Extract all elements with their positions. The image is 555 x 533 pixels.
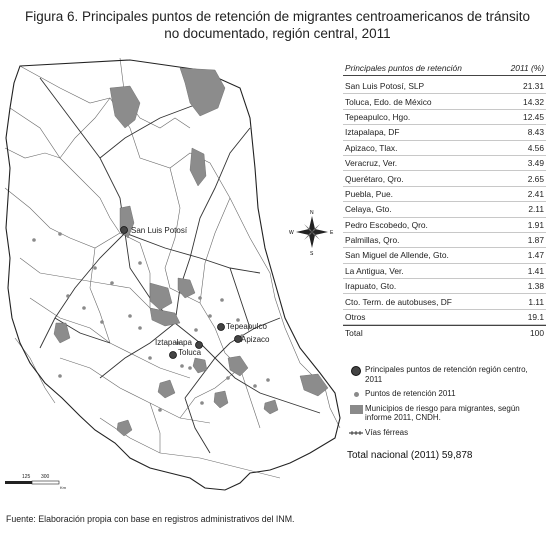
- row-value: 19.1: [527, 312, 544, 323]
- label-apizaco: Apizaco: [241, 335, 270, 344]
- compass-south: S: [310, 251, 314, 257]
- row-value: 14.32: [523, 96, 544, 107]
- scale-bar: [4, 470, 66, 492]
- row-name: San Luis Potosí, SLP: [345, 81, 425, 92]
- row-name: Otros: [345, 312, 366, 323]
- point-icon: [354, 392, 359, 397]
- row-value: 3.49: [527, 158, 544, 169]
- row-value: 1.47: [527, 250, 544, 261]
- table-row: [343, 264, 546, 279]
- table-row: [343, 94, 546, 109]
- label-iztapalapa: Iztapalapa: [155, 338, 192, 347]
- title-line-1: Figura 6. Principales puntos de retención de migrantes centroamericanos de tránsito: [24, 9, 531, 24]
- table-body: [343, 79, 546, 325]
- row-name: Querétaro, Qro.: [345, 173, 404, 184]
- table-col-value: 2011 (%): [510, 63, 544, 73]
- risk-area-icon: [350, 405, 363, 414]
- row-value: 1.11: [528, 296, 544, 307]
- row-name: Puebla, Pue.: [345, 188, 393, 199]
- point-san-luis-potosi: [121, 227, 128, 234]
- row-value: 1.87: [527, 235, 544, 246]
- table-row: [343, 171, 546, 186]
- region-map: [0, 58, 345, 498]
- source-note: Fuente: Elaboración propia con base en registros administrativos del INM.: [6, 514, 295, 524]
- total-label: Total: [345, 328, 363, 339]
- row-value: 2.11: [528, 204, 544, 215]
- row-value: 2.65: [527, 173, 544, 184]
- row-value: 1.91: [527, 219, 544, 230]
- point-toluca: [170, 352, 177, 359]
- legend-risk: Municipios de riesgo para migrantes, según informe 2011, CNDH.: [347, 404, 547, 423]
- compass-rose-icon: [289, 210, 334, 257]
- railway-icon: [349, 429, 363, 437]
- legend-main-points: Principales puntos de retención región centro, 2011: [347, 365, 547, 384]
- row-value: 1.41: [527, 265, 544, 276]
- main-point-icon: [351, 366, 361, 376]
- label-san-luis-potosi: San Luis Potosí: [131, 226, 188, 235]
- compass-west: W: [289, 230, 294, 236]
- table-row: [343, 125, 546, 140]
- table-row: [343, 110, 546, 125]
- compass-east: E: [330, 230, 334, 236]
- table-col-name: Principales puntos de retención: [345, 63, 462, 73]
- row-value: 2.41: [527, 188, 544, 199]
- table-row: [343, 202, 546, 217]
- row-name: Irapuato, Gto.: [345, 281, 397, 292]
- table-row: [343, 218, 546, 233]
- row-name: Apizaco, Tlax.: [345, 142, 398, 153]
- row-name: Celaya, Gto.: [345, 204, 392, 215]
- point-tepeapulco: [218, 324, 225, 331]
- scale-unit: Km: [60, 485, 66, 490]
- table-row: [343, 248, 546, 263]
- table-row-total: [343, 325, 546, 340]
- scale-label-left: 125: [22, 474, 31, 480]
- row-value: 12.45: [523, 111, 544, 122]
- table-row: [343, 156, 546, 171]
- retention-table: [343, 63, 546, 341]
- row-name: Iztapalapa, DF: [345, 127, 400, 138]
- row-name: San Miguel de Allende, Gto.: [345, 250, 449, 261]
- label-tepeapulco: Tepeapulco: [226, 322, 267, 331]
- table-row: [343, 141, 546, 156]
- row-name: Pedro Escobedo, Qro.: [345, 219, 428, 230]
- national-total: Total nacional (2011) 59,878: [347, 450, 473, 461]
- table-header: [343, 63, 546, 76]
- row-name: Toluca, Edo. de México: [345, 96, 432, 107]
- total-value: 100: [530, 328, 544, 339]
- legend-rail: Vías férreas: [347, 428, 547, 438]
- table-row: [343, 294, 546, 309]
- title-line-2: no documentado, región central, 2011: [164, 26, 391, 41]
- row-value: 8.43: [527, 127, 544, 138]
- label-toluca: Toluca: [178, 348, 202, 357]
- row-name: Palmillas, Qro.: [345, 235, 400, 246]
- row-value: 1.38: [527, 281, 544, 292]
- row-name: Cto. Term. de autobuses, DF: [345, 296, 452, 307]
- table-row: [343, 310, 546, 325]
- legend-points: Puntos de retención 2011: [347, 389, 547, 399]
- compass-north: N: [310, 210, 314, 216]
- table-row: [343, 233, 546, 248]
- scale-label-right: 300: [41, 474, 50, 480]
- table-row: [343, 187, 546, 202]
- table-row: [343, 279, 546, 294]
- row-name: Tepeapulco, Hgo.: [345, 111, 411, 122]
- row-value: 4.56: [527, 142, 544, 153]
- table-row: [343, 79, 546, 94]
- figure-title: [0, 8, 555, 42]
- map-legend: [347, 365, 547, 442]
- row-name: La Antigua, Ver.: [345, 265, 404, 276]
- row-value: 21.31: [523, 81, 544, 92]
- row-name: Veracruz, Ver.: [345, 158, 398, 169]
